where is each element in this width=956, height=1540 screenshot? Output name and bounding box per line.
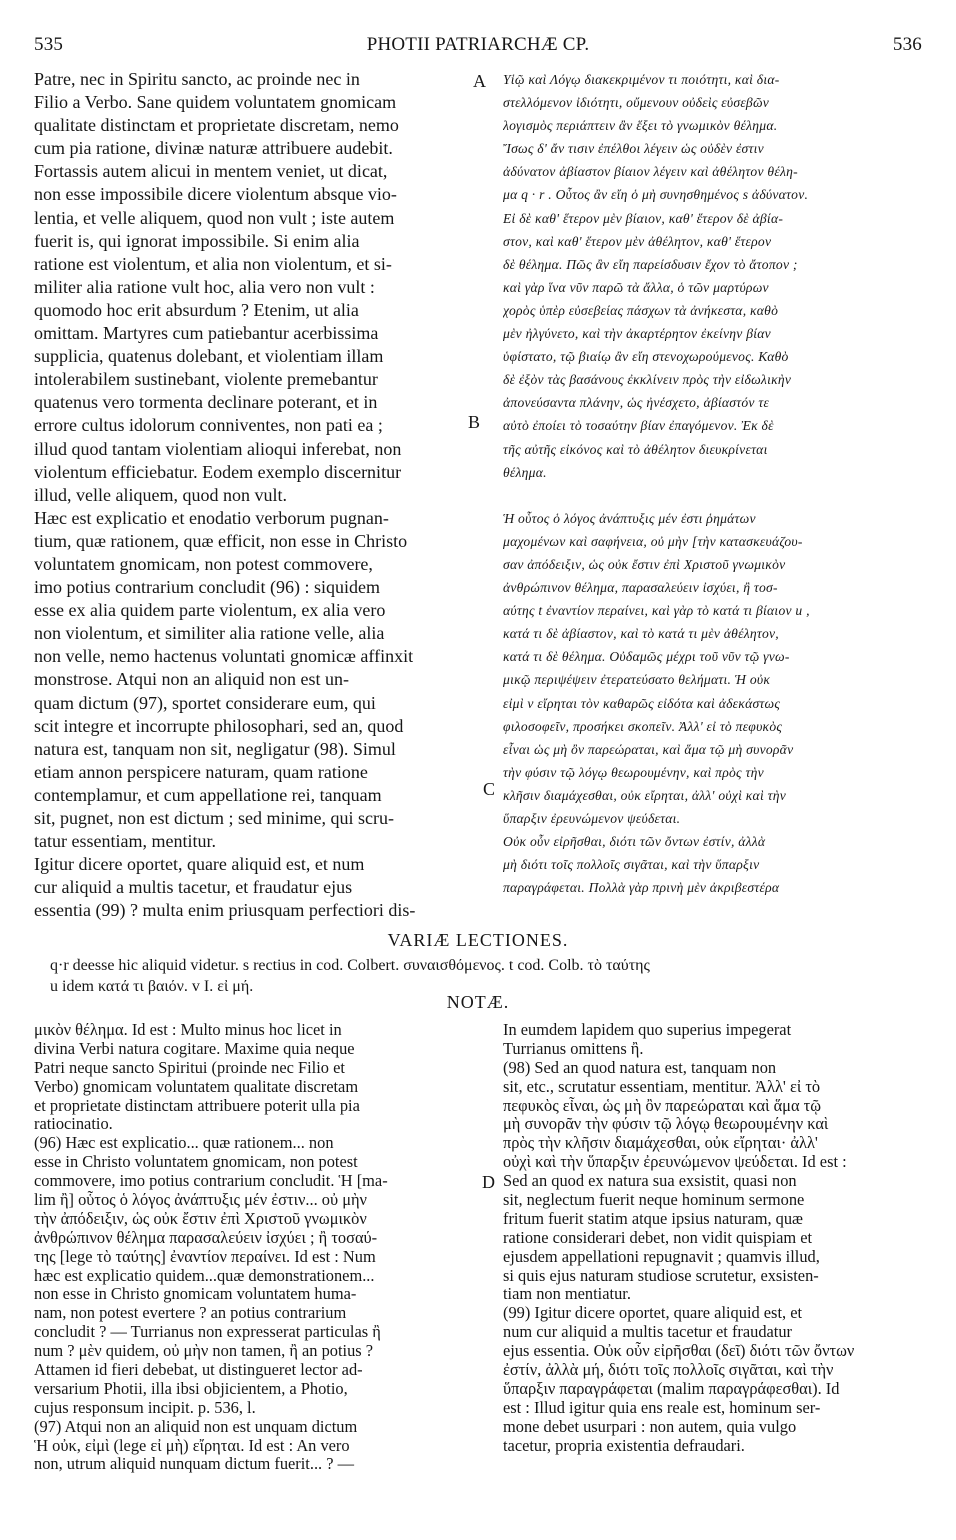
latin-text-line: qualitate distinctam et proprietate discretam, nemo [34, 115, 399, 136]
variae-lectiones-heading: VARIÆ LECTIONES. [387, 930, 569, 950]
margin-letter-a: A [473, 71, 486, 91]
latin-text-line: tatur essentiam, mentitur. [34, 831, 216, 852]
latin-text-line: ratione est violentum, et alia non violentum, et si- [34, 253, 392, 274]
latin-text-line: omittam. Martyres cum patiebantur acerbissima [34, 323, 379, 344]
note-line: μικὸν θέλημα. Id est : Multo minus hoc licet in [34, 1021, 342, 1039]
latin-text-line: Hæc est explicatio et enodatio verborum pugnan- [34, 507, 389, 528]
latin-text-line: tium, quæ rationem, quæ efficit, non esse in Christo [34, 530, 408, 551]
greek-text-line: μὴ διότι τοῖς πολλοῖς σιγᾶται, καὶ τὴν ὕπαρξιν [503, 857, 760, 873]
note-line: ratiocinatio. [34, 1115, 113, 1134]
greek-text-line: αὐτὸ ἐποίει τὸ τοσαύτην βίαν ἐπαγόμενον. Ἐκ δὲ [503, 418, 774, 434]
greek-text-line: ἀδύνατον ἀβίαστον βίαιον λέγειν καὶ ἀθέλητον θέλη- [503, 164, 798, 180]
latin-text-line: imo potius contrarium concludit (96) : siquidem [34, 577, 380, 598]
note-line: πρὸς τὴν κλῆσιν διαμάχεσθαι, οὐκ εἴρηται· ἀλλ' [503, 1134, 818, 1153]
margin-letter-b: B [468, 412, 481, 432]
note-line: (97) Atqui non an aliquid non est unquam dictum [34, 1417, 358, 1436]
greek-text-line: χορὸς ὑπὲρ εὐσεβείας πάσχων τὰ ἀνήκεστα, καθὸ [503, 302, 779, 318]
note-line: est : Illud igitur quia ens reale est, hominum ser- [503, 1398, 821, 1417]
note-line: (98) Sed an quod natura est, tanquam non [503, 1058, 777, 1077]
greek-text-line: θέλημα. [503, 464, 547, 480]
left-page-number: 535 [34, 34, 64, 55]
greek-text-line: δὲ ἐξὸν τὰς βασάνους ἐκκλίνειν πρὸς τὴν εἰδωλικὴν [503, 372, 792, 388]
latin-text-line: Igitur dicere oportet, quare aliquid est, et num [34, 854, 365, 875]
note-line: nam, non potest evertere ? an potius contrarium [34, 1304, 347, 1323]
latin-text-line: violentum efficiebatur. Eodem exemplo discernitur [34, 461, 402, 482]
greek-text-line: κλῆσιν διαμάχεσθαι, οὐκ εἴρηται, ἀλλ' οὐχὶ καὶ τὴν [503, 787, 787, 803]
variae-lectiones [50, 955, 930, 997]
greek-text-line: Εἰ δὲ καθ' ἕτερον μὲν βίαιον, καθ' ἕτερον δὲ ἀβία- [503, 210, 784, 226]
note-line: cujus responsum incipit. p. 536, l. [34, 1398, 256, 1417]
greek-text-line: μὲν ἠλγύνετο, καὶ τὴν ἀκαρτέρητον ἐκείνην βίαν [503, 326, 771, 342]
note-line: sit, neglectum fuerit neque hominum sermone [503, 1191, 805, 1210]
latin-text-line: cur aliquid a multis tacetur, et fraudatur ejus [34, 877, 353, 898]
note-line: ejusdem appellationi repugnavit ; quamvis illud, [503, 1247, 820, 1266]
latin-text-line: quomodo hoc erit absurdum ? Etenim, ut alia [34, 299, 359, 320]
note-line: ἐστίν, ἀλλὰ μή, διότι τοῖς πολλοῖς σιγᾶται, καὶ τὴν [503, 1361, 834, 1380]
latin-text-line: quam dictum (97), sportet considerare eum, qui [34, 692, 376, 713]
greek-text-line: δὲ θέλημα. Πῶς ἂν εἴη παρείσδυσιν ἔχον τὸ ἄτοπον ; [503, 256, 798, 272]
note-line: οὐχὶ καὶ τὴν ὕπαρξιν ἐρευνώμενον ψεύδεται. Id est : [503, 1153, 847, 1172]
greek-text-line: σαν ἀπόδειξιν, ὡς οὐκ ἔστιν ἐπὶ Χριστοῦ γνωμικὸν [503, 556, 786, 572]
note-line: tiam non mentiatur. [503, 1285, 631, 1304]
greek-text-line: Ἴσως δ' ἄν τισιν ἐπέλθοι λέγειν ὡς οὐδὲν ἐστιν [503, 141, 764, 157]
latin-text-line: essentia (99) ? multa enim priusquam perfectiori dis- [34, 900, 416, 921]
latin-text-line: illud, velle aliquem, quod non vult. [34, 484, 287, 505]
greek-text-line: λογισμὸς περιάπτειν ἂν ἕξει τὸ γνωμικὸν θέλημα. [503, 118, 778, 134]
latin-text-line: illud quod tantam violentiam alioqui inferebat, non [34, 438, 402, 459]
note-line: commovere, imo potius contrarium concludit. Ἡ [ma- [34, 1172, 388, 1191]
latin-text-line: sit, pugnet, non est dictum ; sed minime, qui scru- [34, 808, 394, 828]
margin-letter-c: C [483, 779, 496, 799]
latin-text-line: cum pia ratione, divinæ naturæ attribuere audebit. [34, 138, 393, 159]
greek-text-line: ὑφίστατο, τῷ βιαίῳ ἂν εἴη στενοχωρούμενος. Καθὸ [503, 349, 789, 365]
note-line: Turrianus omittens ἢ. [503, 1039, 644, 1058]
note-line: Sed an quod ex natura sua exsistit, quasi non [503, 1172, 797, 1191]
note-line: non esse in Christo gnomicam voluntatem huma- [34, 1285, 357, 1304]
latin-text-line: non esse impossibile dicere violentum absque vio- [34, 184, 397, 205]
margin-letter-d: D [482, 1172, 495, 1192]
note-line: fritum fuerit statim atque ipsius naturam, quæ [503, 1209, 803, 1228]
note-line: Ἡ οὐκ, εἰμὶ (lege εἰ μὴ) εἴρηται. Id est : An vero [34, 1436, 350, 1455]
note-line: non, utrum aliquid nunquam dictum fuerit... ? — [34, 1455, 355, 1474]
latin-text-line: monstrose. Atqui non an aliquid non est un- [34, 669, 349, 690]
note-line: hæc est explicatio quidem...quæ demonstrationem... [34, 1266, 375, 1285]
greek-text-line: Οὐκ οὖν εἰρῆσθαι, διότι τῶν ὄντων ἐστίν, ἀλλὰ [503, 834, 766, 850]
latin-column [34, 68, 484, 922]
greek-text-line: ἀνθρώπινον θέλημα, παρασαλεύειν ἰσχύει, ἢ τοσ- [503, 580, 778, 596]
latin-text-line: supplicia, quatenus dolebant, et violentiam illam [34, 346, 384, 367]
latin-text-line: Filio a Verbo. Sane quidem voluntatem gnomicam [34, 92, 397, 113]
greek-column [503, 68, 923, 899]
greek-text-line: Ἡ οὗτος ὁ λόγος ἀνάπτυξις μέν ἐστι ῥημάτων [503, 510, 756, 526]
variant-reading-line: u idem κατά τι βαιόν. v I. εἰ μή. [50, 978, 254, 995]
latin-text-line: fuerit is, qui ignorat impossibile. Si enim alia [34, 230, 360, 251]
latin-text-line: Fortassis autem alicui in mentem veniet, ut dicat, [34, 161, 388, 182]
latin-text-line: errore cultus idolorum conniventes, non pati ea ; [34, 415, 383, 436]
latin-text-line: etiam annon perspicere naturam, quam ratione [34, 761, 368, 782]
note-line: Verbo) gnomicam voluntatem qualitate discretam [34, 1077, 359, 1096]
note-line: μὴ συνορᾶν τὴν φύσιν τῷ λόγῳ θεωρουμένην καὶ [503, 1115, 829, 1134]
note-line: τὴν ἀπόδειξιν, ὡς οὐκ ἔστιν ἐπὶ Χριστοῦ γνωμικὸν [34, 1209, 367, 1228]
greek-text-line: κατά τι δὲ θέλημα. Οὐδαμῶς μέχρι τοῦ νῦν τῷ γνω- [503, 649, 790, 665]
greek-text-line: στελλόμενον ἰδιότητι, οὔμενουν οὐδεὶς εὐσεβῶν [503, 95, 770, 111]
note-line: lim ἢ] οὗτος ὁ λόγος ἀνάπτυξις μέν ἐστιν... οὐ μὴν [34, 1191, 367, 1210]
note-line: Patri neque sancto Spiritui (proinde nec Filio et [34, 1058, 345, 1077]
latin-text-line: esse ex alia quidem parte violentum, ex alia vero [34, 600, 386, 621]
greek-text-line: ὕπαρξιν ἐρευνώμενον ψεύδεται. [503, 811, 681, 826]
greek-text-line: παραγράφεται. Πολλὰ γὰρ πρινὴ μὲν ἀκριβεστέρα [503, 880, 780, 896]
note-line: divina Verbi natura cogitare. Maxime quia neque [34, 1039, 355, 1058]
greek-text-line: τὴν φύσιν τῷ λόγῳ θεωρουμένην, καὶ πρὸς τὴν [503, 764, 764, 780]
note-line: concludit ? — Turrianus non expresserat particulas ἢ [34, 1323, 381, 1342]
latin-text-line: militer alia ratione vult hoc, alia vero non vult : [34, 276, 375, 297]
greek-text-line: καὶ γὰρ ἵνα νῦν παρῶ τὰ ἄλλα, ὁ τῶν μαρτύρων [503, 279, 769, 295]
latin-text-line: non velle, nemo hactenus voluntati gnomicæ affinxit [34, 646, 414, 667]
note-line: ejus essentia. Οὐκ οὖν εἰρῆσθαι (δεῖ) διότι τῶν ὄντων [503, 1342, 855, 1361]
greek-text-line: στον, καὶ καθ' ἕτερον μὲν ἀθέλητον, καθ' ἕτερον [503, 233, 772, 249]
note-line: tacetur, propria existentia defraudari. [503, 1436, 745, 1455]
greek-text-line: εἰμὶ v εἴρηται τὸν καθαρῶς εἰδότα καὶ ἀδεκάστως [503, 695, 781, 711]
note-line: num cur aliquid a multis tacetur et fraudatur [503, 1323, 793, 1342]
greek-text-line: τῆς αὐτῆς εἰκόνος καὶ τὸ ἀθέλητον διευκρίνεται [503, 441, 768, 457]
note-line: πεφυκὸς εἶναι, ὡς μὴ ὂν παρεώραται καὶ ἅμα τῷ [503, 1096, 822, 1115]
note-line: ἀνθρώπινον θέλημα παρασαλεύειν ἰσχύει ; ἢ τοσαύ- [34, 1228, 378, 1247]
greek-text-line: μα q · r . Οὗτος ἂν εἴη ὁ μὴ συνησθημένος s ἀδύνατον. [503, 187, 809, 203]
greek-text-line: ἀπονεύσαντα πλάνην, ὡς ἠνέσχετο, ἀβίαστόν τε [503, 395, 770, 411]
note-line: (96) Hæc est explicatio... quæ rationem... non [34, 1134, 334, 1153]
note-line: num ? μὲν quidem, οὐ μὴν non tamen, ἢ an potius ? [34, 1342, 374, 1361]
greek-text-line: φιλοσοφεῖν, προσήκει σκοπεῖν. Ἀλλ' εἰ τὸ πεφυκὸς [503, 718, 783, 734]
latin-text-line: natura est, tanquam non sit, negligatur (98). Simul [34, 738, 396, 759]
right-page-number: 536 [892, 34, 922, 55]
greek-text-line: εἶναι ὡς μὴ ὂν παρεώραται, καὶ ἅμα τῷ μὴ συνορᾶν [503, 741, 794, 757]
note-line: In eumdem lapidem quo superius impegerat [503, 1021, 792, 1039]
greek-text-line: κατά τι δὲ ἀβίαστον, καὶ τὸ κατά τι μὲν ἀθέλητον, [503, 626, 779, 642]
note-line: της [lege τὸ ταύτης] ἐναντίον περαίνει. Id est : Num [34, 1247, 376, 1266]
latin-text-line: intolerabilem sustinebant, violente premebantur [34, 369, 378, 390]
greek-text-line: μικῷ περιψέψειν ἐτερατεύσατο θελήματι. Ἡ οὐκ [503, 672, 771, 688]
note-line: si quis ejus naturam studiose scrutetur, exsisten- [503, 1266, 819, 1285]
latin-text-line: non violentum, et similiter alia ratione velle, alia [34, 623, 385, 644]
latin-text-line: quatenus vero tormenta declinare poterant, et in [34, 392, 378, 413]
notes-right-column [503, 1021, 923, 1455]
note-line: ratione considerari debet, non vidit quispiam et [503, 1228, 813, 1247]
note-line: esse in Christo voluntatem gnomicam, non potest [34, 1153, 358, 1172]
greek-text-line: αύτης t ἐναντίον περαίνει, καὶ γὰρ τὸ κατά τι βίαιον u , [503, 603, 810, 619]
note-line: (99) Igitur dicere oportet, quare aliquid est, et [503, 1304, 803, 1323]
note-line: ὕπαρξιν παραγράφεται (malim παραγράφεσθαι). Id [503, 1379, 840, 1398]
latin-text-line: voluntatem gnomicam, non potest commovere, [34, 553, 373, 574]
latin-text-line: Patre, nec in Spiritu sancto, ac proinde nec in [34, 69, 360, 89]
note-line: sit, etc., scrutatur essentiam, mentitur. Ἀλλ' εἰ τὸ [503, 1077, 821, 1096]
latin-text-line: contemplamur, et cum appellatione rei, tanquam [34, 784, 382, 805]
running-header [34, 34, 922, 58]
variant-reading-line: q·r deesse hic aliquid videtur. s rectius in cod. Colbert. συναισθόμενος. t cod. Colb. τὸ ταύτης [50, 957, 650, 974]
latin-text-line: scit integre et incorrupte philosophari, sed an, quod [34, 715, 404, 736]
note-line: Attamen id fieri debebat, ut distingueret lector ad- [34, 1361, 363, 1380]
greek-text-line: Υἱῷ καὶ Λόγῳ διακεκριμένον τι ποιότητι, καὶ δια- [503, 72, 780, 87]
note-line: et proprietate distinctam attribuere poterit ulla pia [34, 1096, 360, 1115]
note-line: versarium Photii, illa ibsi objicientem, a Photio, [34, 1379, 348, 1398]
greek-text-line: μαχομένων καὶ σαφήνεια, οὐ μὴν [τὴν κατασκευάζου- [503, 533, 803, 549]
running-title: PHOTII PATRIARCHÆ CP. [366, 34, 590, 55]
note-line: mone debet usurpari : non autem, quia vulgo [503, 1417, 797, 1436]
latin-text-line: lentia, et velle aliquem, quod non vult ; iste autem [34, 207, 395, 228]
greek-text-line [503, 484, 923, 507]
notae-heading: NOTÆ. [446, 992, 510, 1012]
notes-left-column [34, 1021, 482, 1474]
